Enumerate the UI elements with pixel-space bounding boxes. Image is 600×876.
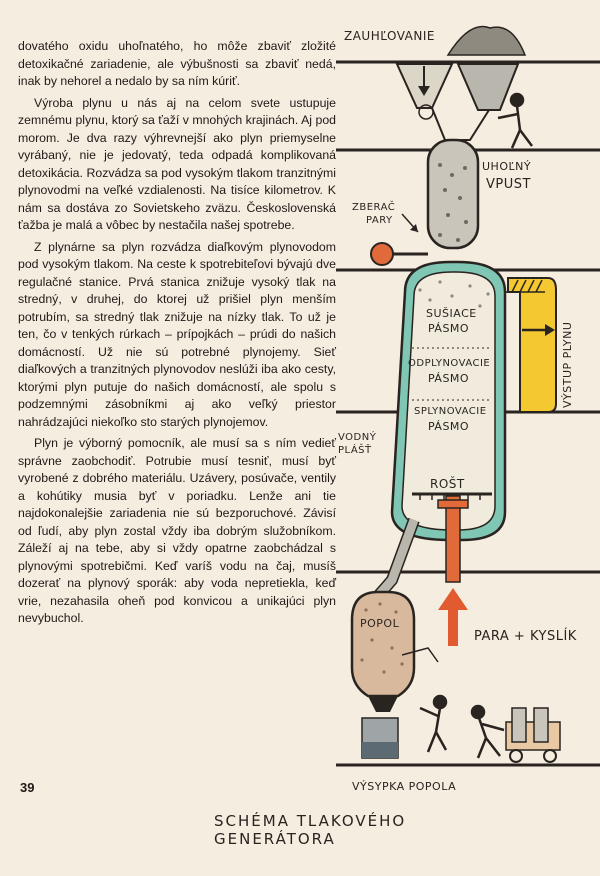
label-steam-oxygen: PARA + KYSLÍK [474,629,577,644]
diagram-caption: SCHÉMA TLAKOVÉHO GENERÁTORA [214,812,407,848]
steam-arrow-shaft [448,608,458,646]
label-ash: POPOL [360,617,400,630]
label-water-jacket-2: PLÁŠŤ [338,445,372,456]
label-grate: ROŠT [430,477,465,491]
label-coal-inlet-2: VPUST [486,177,531,192]
steam-collector-valve [371,243,393,265]
paragraph-continued: dovatého oxidu uhoľnatého, ho môže zbaviť zložité detoxikačné zariadenie, ale výbušnosti sa zbaviť nedá, inak by nehorel a nedalo by sa ním kúriť. [18,39,336,88]
worker-figure-cart [472,706,504,758]
label-coal-inlet-1: UHOĽNÝ [482,160,532,173]
pressure-generator-diagram [336,0,600,876]
label-steam-collector-2: PARY [366,215,393,226]
label-drying-zone-2: PÁSMO [428,322,470,335]
label-coal-feeding: ZAUHĽOVANIE [344,29,435,43]
label-degassing-zone-2: PÁSMO [428,372,470,385]
body-text-column [18,38,336,628]
cart-with-containers [506,708,560,762]
label-gas-outlet: VÝSTUP PLYNU [561,321,574,408]
coal-pile [448,27,525,55]
label-gasification-zone-2: PÁSMO [428,420,470,433]
paragraph-safety: Plyn je výborný pomocník, ale musí sa s ním vedieť správne zaobchodiť. Potrubie musí tesniť, musí byť vyrobené z dobrého materiálu. Uzávery, posúvače, ventily a kohútiky musia byť v poriadku. Lenže ani tie najdokonalejšie zariadenia nie sú bezporuchové. Závisí od ľudí, aby plyn zostal vždy iba dobrým služobníkom. Záleží aj na tebe, aby si vždy opatrne zaobchádzal s plynovými spotrebičmi. Keď varíš vodu na čaj, musíš dozerať na plynový sporák: aby voda nepretiekla, keď vrie, nezahasila oheň pod konvicou a unikajúci plyn nevybuchol. [18,436,336,625]
up-arrow-icon [438,588,468,610]
label-steam-collector-1: ZBERAČ [352,202,396,213]
steam-oxygen-pipe [446,496,460,582]
label-gasification-zone-1: SPLYNOVACIE [414,406,487,417]
label-ash-discharge: VÝSYPKA POPOLA [352,780,457,793]
paragraph-natural-gas: Výroba plynu u nás aj na celom svete ustupuje zemnému plynu, ktorý sa ťaží v mnohých krajinách. Aj pod morom. Je dva razy výhrevnejší ako plyn priemyselne vyrábaný, nie je jedovatý, teda odpadá komplikovaná detoxikácia. Rozvádza sa pod vysokým tlakom tranzitnými plynovodmi na veľké vzdialenosti. Na tisíce kilometrov. K nám sa dostáva zo Sovietskeho zväzu. Československá ťažba je malá a vôbec by nestačila našej spotrebe. [18,95,336,232]
coal-hopper-right [458,64,518,110]
label-drying-zone-1: SUŠIACE [426,307,477,320]
ash-vessel [352,592,414,696]
coal-lock-vessel [428,140,478,248]
label-water-jacket-1: VODNÝ [338,432,377,443]
page-number: 39 [20,780,35,795]
label-degassing-zone-1: ODPLYNOVACIE [408,358,491,369]
paragraph-distribution: Z plynárne sa plyn rozvádza diaľkovým plynovodom pod vysokým tlakom. Na ceste k spotrebiteľovi bývajú dve regulačné stanice. Prvá stanica znižuje vysoký tlak na stredný, v druhej, do ktorej už prišiel plyn menším potrubím, sa stredný tlak znižuje na nízky tlak. To už je ten, čo v tenkých rúrkach – prípojkách – prúdi do našich domácností. Už nie sú potrebné plynojemy. Sieť diaľkových a tranzitných plynovodov neslúži iba ako cesty, ktorými plyn putuje do našich domácností, ale spolu s podzemnými zásobníkmi aj ako veľký priestor nahrádzajúci niekoľko sto starých plynojemov. [18,239,336,429]
gas-outlet [508,278,556,412]
